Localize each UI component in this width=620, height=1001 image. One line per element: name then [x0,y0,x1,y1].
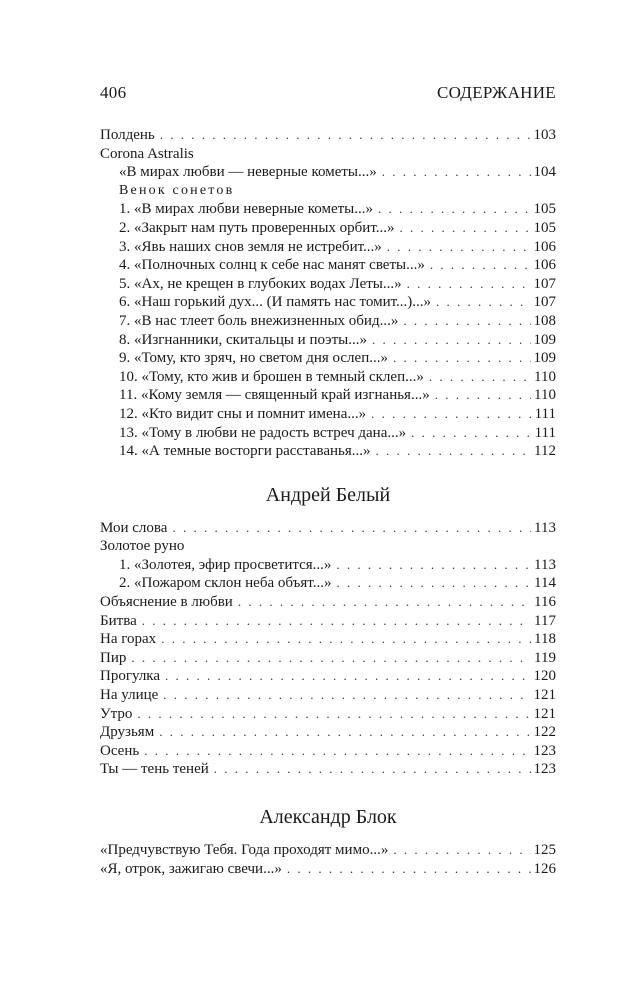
dot-leader [430,256,531,275]
toc-entry [100,312,556,331]
dot-leader [378,200,531,219]
toc-entry-title: Утро [100,705,133,722]
toc-entry [100,368,556,387]
toc-entry-title: «В мирах любви — неверные кометы...» [119,164,377,181]
toc-entry [100,649,556,668]
toc-entry-title: 1. «В мирах любви неверные кометы...» [119,201,373,218]
toc-entry-title: 10. «Тому, кто жив и брошен в темный склеп...» [119,368,424,385]
toc-entry [100,200,556,219]
toc-entry-title: Осень [100,742,140,759]
toc-entry-title: 13. «Тому в любви не радость встреч дана...» [119,424,407,441]
toc-entry-title: Ты — тень теней [100,761,209,778]
toc-entry [100,331,556,350]
toc-entry-title: 7. «В нас тлеет боль внежизненных обид...» [119,312,399,329]
toc-entry-title: Мои слова [100,519,168,536]
toc-entry [100,275,556,294]
toc-entry-page: 112 [534,443,556,460]
toc-entry-title: 9. «Тому, кто зряч, но светом дня ослеп...» [119,350,388,367]
toc-entry-title: На улице [100,687,159,704]
section-title: СОДЕРЖАНИЕ [436,83,556,102]
toc-entry [100,686,556,705]
toc-entry-title: Объяснение в любви [100,594,233,611]
toc-entry-title: 2. «Пожаром склон неба объят...» [119,575,332,592]
toc-entry-page: 106 [533,238,556,255]
toc-entry-page: 107 [533,275,556,292]
toc-entry [100,424,556,443]
toc-entry-page: 116 [534,594,556,611]
toc-entry-title: 11. «Кому земля — священный край изгнанья...» [119,387,430,404]
toc-entry-title: 2. «Закрыт нам путь проверенных орбит...» [119,219,395,236]
toc-entry-title: 14. «А темные восторги расставанья...» [119,443,371,460]
toc-entry [100,705,556,724]
dot-leader [287,860,531,879]
dot-leader [435,386,531,405]
dot-leader [400,219,531,238]
toc-entry-page: 107 [533,294,556,311]
toc-entry [100,760,556,779]
dot-leader [159,723,530,742]
toc-entry-page: 111 [534,405,556,422]
toc-entry [100,442,556,461]
toc-entry-page: 105 [533,219,556,236]
toc-group-title: Золотое руно [100,538,185,555]
toc-entry-title: 6. «Наш горький дух... (И память нас томит...)...» [119,294,432,311]
toc-entry [100,612,556,631]
toc-entry-page: 122 [533,724,556,741]
toc-entry-page: 114 [534,575,556,592]
toc-entry-title: 8. «Изгнанники, скитальцы и поэты...» [119,331,367,348]
author-heading: Андрей Белый [265,483,391,506]
toc-entry-page: 104 [533,164,556,181]
dot-leader [144,742,530,761]
dot-leader [163,686,530,705]
author-heading: Александр Блок [259,806,397,828]
dot-leader [387,238,531,257]
dot-leader [393,349,531,368]
toc-entry-page: 113 [534,519,556,536]
toc-entry [100,723,556,742]
toc-entry [100,630,556,649]
toc-entry-page: 111 [534,424,556,441]
dot-leader [393,841,530,860]
toc-entry-page: 113 [534,556,556,573]
toc-entry-title: Битва [100,612,137,629]
toc-entry [100,593,556,612]
toc-entry [100,405,556,424]
dot-leader [371,405,531,424]
toc-subgroup-title: Венок сонетов [119,182,235,198]
toc-entry-page: 123 [533,742,556,759]
toc-entry-page: 121 [533,705,556,722]
toc-entry [100,126,556,145]
toc-entry [100,293,556,312]
toc-entry [100,667,556,686]
dot-leader [372,331,531,350]
dot-leader [336,574,531,593]
dot-leader [382,163,531,182]
toc-entry [100,349,556,368]
dot-leader [142,612,531,631]
toc-entry-page: 120 [533,668,556,685]
dot-leader [161,630,531,649]
dot-leader [436,293,530,312]
toc-entry [100,238,556,257]
toc-entry-page: 119 [534,649,556,666]
toc-entry [100,860,556,879]
sonnet-list [100,200,556,460]
toc-entry-page: 108 [533,312,556,329]
toc-entry-page: 126 [533,860,556,877]
dot-leader [131,649,531,668]
toc-entry [100,163,556,182]
toc-entry-page: 121 [533,687,556,704]
toc-entry-page: 123 [533,761,556,778]
toc-entry-page: 118 [534,631,556,648]
toc-group-title: Corona Astralis [100,145,194,162]
dot-leader [403,312,530,331]
toc-entry-page: 105 [533,201,556,218]
toc-entry-title: 5. «Ах, не крещен в глубоких водах Леты...» [119,275,402,292]
dot-leader [407,275,531,294]
dot-leader [336,556,531,575]
toc-entry [100,386,556,405]
toc-entry-page: 106 [533,257,556,274]
toc-entry-title: 1. «Золотея, эфир просветится...» [119,556,332,573]
toc-entry-page: 109 [533,331,556,348]
toc-entry-title: Пир [100,649,127,666]
toc-group-heading [100,537,556,556]
toc-entry [100,742,556,761]
toc-entry-page: 125 [533,842,556,858]
toc-entry [100,841,556,860]
dot-leader [238,593,531,612]
toc-entry-page: 109 [533,350,556,367]
toc-entry [100,256,556,275]
toc-entry-page: 117 [534,612,556,629]
toc-entry-page: 110 [534,368,556,385]
toc-entry [100,519,556,538]
page-number: 406 [100,83,127,102]
toc-entry-title: На горах [100,631,157,648]
dot-leader [376,442,532,461]
dot-leader [214,760,531,779]
toc-entry [100,556,556,575]
dot-leader [429,368,531,387]
toc-group-heading [100,145,556,164]
running-head [100,83,556,103]
dot-leader [411,424,532,443]
dot-leader [172,519,531,538]
toc-entry-title: 12. «Кто видит сны и помнит имена...» [119,405,367,422]
toc-entry-page: 110 [534,387,556,404]
toc-entry-title: «Я, отрок, зажигаю свечи...» [100,860,282,877]
toc-entry [100,219,556,238]
toc-entry-page: 103 [533,127,556,143]
toc-entry-title: «Предчувствую Тебя. Года проходят мимо...» [100,842,389,858]
toc-entry-title: Полдень [100,127,155,143]
toc-entry-title: Друзьям [100,724,155,741]
dot-leader [160,126,531,145]
toc-entry [100,574,556,593]
toc-entry-title: 3. «Явь наших снов земля не истребит...» [119,238,382,255]
toc-entry-title: Прогулка [100,668,161,685]
toc-entry-title: 4. «Полночных солнц к себе нас манят светы...» [119,257,425,274]
dot-leader [137,705,530,724]
table-of-contents [100,126,556,878]
dot-leader [165,667,530,686]
